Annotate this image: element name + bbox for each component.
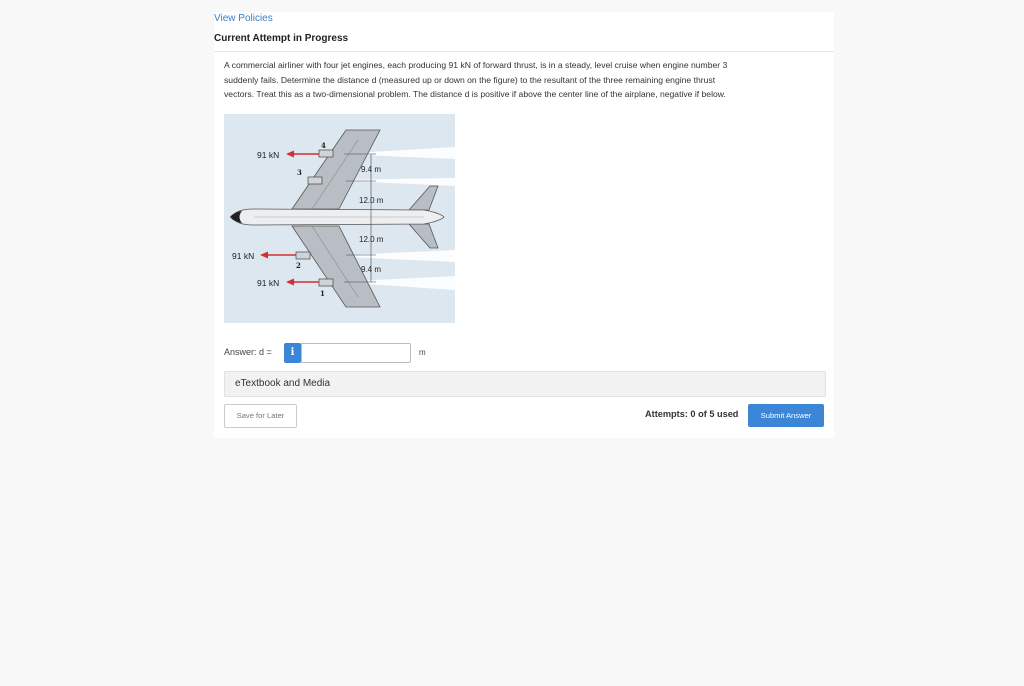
- dim-lower-center-label: 12.0 m: [359, 235, 384, 244]
- engine-4-label: 4: [321, 141, 326, 150]
- engine-2-icon: [296, 252, 310, 259]
- question-line-3: vectors. Treat this as a two-dimensional problem. The distance d is positive if above the center line of the airplane, negative if below.: [224, 89, 726, 99]
- thrust-label-2: 91 kN: [232, 251, 255, 261]
- airplane-figure: [224, 114, 455, 323]
- airplane-diagram: [224, 114, 455, 323]
- submit-answer-button[interactable]: Submit Answer: [748, 404, 824, 427]
- question-text: [224, 58, 824, 102]
- attempt-title: Current Attempt in Progress: [214, 33, 349, 44]
- question-card: [214, 12, 834, 438]
- view-policies-link[interactable]: View Policies: [214, 13, 273, 24]
- engine-1-icon: [319, 279, 333, 286]
- dim-bottom-label: 9.4 m: [361, 265, 382, 274]
- engine-4-icon: [319, 150, 333, 157]
- etextbook-media-label: eTextbook and Media: [235, 378, 331, 389]
- divider: [214, 51, 834, 52]
- question-line-2: suddenly fails. Determine the distance d (measured up or down on the figure) to the resultant of the three remaining engine thrust: [224, 74, 716, 85]
- attempts-counter: Attempts: 0 of 5 used: [645, 409, 739, 419]
- dim-upper-center-label: 12.0 m: [359, 196, 384, 205]
- dim-top-label: 9.4 m: [361, 165, 382, 174]
- engine-3-label: 3: [297, 168, 302, 177]
- engine-2-label: 2: [296, 261, 301, 270]
- engine-3-icon: [308, 177, 322, 184]
- save-for-later-button[interactable]: Save for Later: [224, 404, 297, 428]
- question-line-1: A commercial airliner with four jet engines, each producing 91 kN of forward thrust, is in a steady, level cruise when engine number 3: [224, 60, 728, 70]
- engine-1-label: 1: [320, 289, 325, 298]
- etextbook-media-panel[interactable]: [224, 371, 826, 397]
- answer-label: Answer: d =: [224, 347, 272, 357]
- answer-row: [224, 343, 824, 363]
- info-icon[interactable]: i: [284, 343, 301, 363]
- tail-lower: [409, 224, 438, 248]
- answer-unit: m: [419, 348, 426, 357]
- tail-upper: [409, 186, 438, 210]
- answer-input[interactable]: [301, 343, 411, 363]
- thrust-label-1: 91 kN: [257, 278, 280, 288]
- thrust-label-4: 91 kN: [257, 150, 280, 160]
